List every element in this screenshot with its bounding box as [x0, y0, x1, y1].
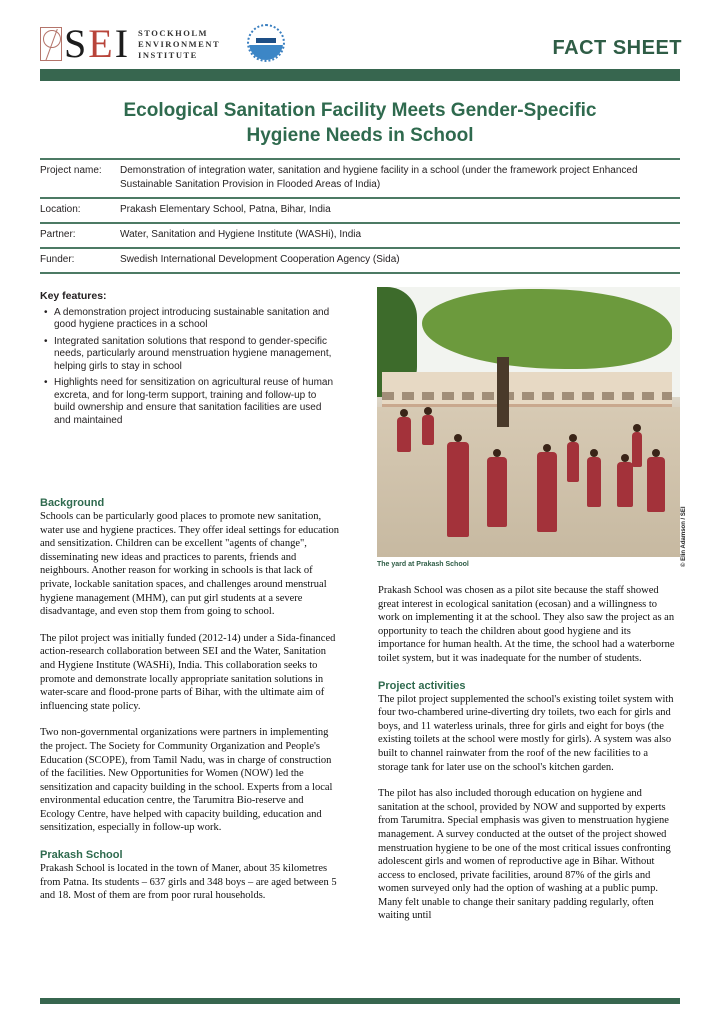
logo-letter-e: E: [88, 21, 115, 66]
sei-emblem-icon: [40, 27, 62, 61]
right-column: [378, 584, 680, 936]
info-row-partner: [40, 224, 680, 249]
key-feature-item: • A demonstration project introducing sustainable sanitation and good hygiene practices in a school: [40, 307, 340, 332]
document-type-label: FACT SHEET: [552, 37, 682, 59]
section-heading-prakash-school: Prakash School: [40, 849, 123, 862]
paragraph: The pilot project was initially funded (2012-14) under a Sida-financed action-research collaboration between SEI and the Water, Sanitation and Hygiene Institute (WASHi), India. This collaboration seeks to promote and demonstrate locally appropriate sanitation solutions in water-scare and flood-prone parts of Bihar, with the ultimate aim of influencing state policy.: [40, 632, 336, 712]
key-features-list: [40, 307, 340, 428]
project-info-table: [40, 158, 680, 274]
info-row-project-name: [40, 160, 680, 199]
section-heading-background: Background: [40, 497, 105, 509]
logo-word: STOCKHOLM: [138, 27, 209, 38]
paragraph: Prakash School was chosen as a pilot site because the staff showed great interest in ecological sanitation (ecosan) and a willingness to work on implementing it at the school. They also saw the project as an opportunity to teach the children about good hygiene and its importance for human health. At the time, the school had a waterborne toilet system, but it was inadequate for the number of students.: [378, 585, 675, 664]
info-label: Project name:: [40, 165, 102, 176]
paragraph: Prakash School is located in the town of Maner, about 35 kilometres from Patna. Its students – 637 girls and 348 boys – are aged between 5 and 18. Most of them are from poor rural households.: [40, 863, 337, 902]
logo-letter-s: S: [64, 21, 89, 66]
sei-logo: [40, 21, 221, 66]
header-divider: [40, 69, 680, 81]
title-line: Ecological Sanitation Facility Meets Gender-Specific: [123, 100, 597, 121]
paragraph: The pilot project supplemented the school's existing toilet system with four two-chambered urine-diverting dry toilets, two each for girls and boys, and 11 waterless urinals, three for girls and eight for boys (the existing toilets at the school were mostly for girls). A system was also built to channel rainwater from the roof of the new facilities to a storage tank for later use on the school's kitchen garden.: [378, 693, 674, 773]
info-row-funder: [40, 249, 680, 274]
info-value: Water, Sanitation and Hygiene Institute (WASHi), India: [120, 229, 362, 240]
paragraph: The pilot has also included thorough education on hygiene and sanitation at the school, provided by NOW and supported by experts from Tarumitra. Special emphasis was given to menstruation hygiene management. A survey conducted at the outset of the project showed menstruation hygiene to be one of the most critical issues confronting adolescent girls and women of reproductive age in Bihar. Without access to enclosed, private facilities, around 87% of the girls and women surveyed only had the option of washing at a public pump. Many felt unable to change their sanitary padding regularly, often waiting until: [378, 788, 671, 922]
key-features: [40, 290, 340, 431]
washi-logo-icon: [247, 24, 285, 62]
info-value: Prakash Elementary School, Patna, Bihar, India: [120, 204, 331, 215]
left-column: [40, 496, 340, 916]
info-label: Partner:: [40, 229, 76, 240]
key-features-heading: Key features:: [40, 290, 107, 302]
info-row-location: [40, 199, 680, 224]
photo-credit: © Elin Adamson / SEI: [681, 506, 687, 567]
logo-word: ENVIRONMENT: [138, 38, 221, 49]
key-feature-item: • Integrated sanitation solutions that respond to gender-specific needs, particularly around menstruation hygiene management, helping girls to stay in school: [40, 336, 340, 374]
key-feature-item: • Highlights need for sensitization on agricultural reuse of human excreta, and for long-term support, training and follow-up to build ownership and ensure that sanitation facilities are used and maintained: [40, 377, 340, 427]
school-yard-photo: [377, 287, 680, 557]
logo-letter-i: I: [114, 21, 131, 66]
info-label: Location:: [40, 204, 81, 215]
sei-letters: [64, 21, 131, 66]
info-label: Funder:: [40, 254, 75, 265]
page-title: [40, 98, 680, 148]
section-heading-project-activities: Project activities: [378, 679, 466, 692]
logo-word: INSTITUTE: [138, 49, 198, 60]
info-value: Demonstration of integration water, sanitation and hygiene facility in a school (under the framework project Enhanced Sustainable Sanitation Provision in Flooded Areas of India): [120, 165, 638, 190]
footer-divider: [40, 998, 680, 1004]
info-value: Swedish International Development Cooperation Agency (Sida): [120, 254, 400, 265]
title-line: Hygiene Needs in School: [246, 125, 474, 146]
sei-wordmark: [138, 28, 220, 61]
paragraph: Two non-governmental organizations were partners in implementing the project. The Society for Community Organization and People's Education (SCOPE), from Tamil Nadu, was in charge of construction of the facilities. New Opportunities for Women (NOW) led the sensitization and capacity building in the school. Experts from a local environmental education centre, the Tarumitra Bio-reserve and Ecology Centre, have helped with capacity building, education and sensitization, especially in follow-up work.: [40, 727, 333, 834]
photo-caption: The yard at Prakash School: [377, 561, 469, 568]
paragraph: Schools can be particularly good places to promote new sanitation, water use and hygiene practices. They offer ideal settings for education and sensitization. Children can be excellent "agents of change", disseminating new ideas and practices to parents, friends and neighbours. Another reason for working in schools is that lack of private, lockable sanitation spaces, and challenges around menstrual hygiene management (MHM), can put girl students at a severe disadvantage, and even stop them from going to school.: [40, 511, 340, 618]
